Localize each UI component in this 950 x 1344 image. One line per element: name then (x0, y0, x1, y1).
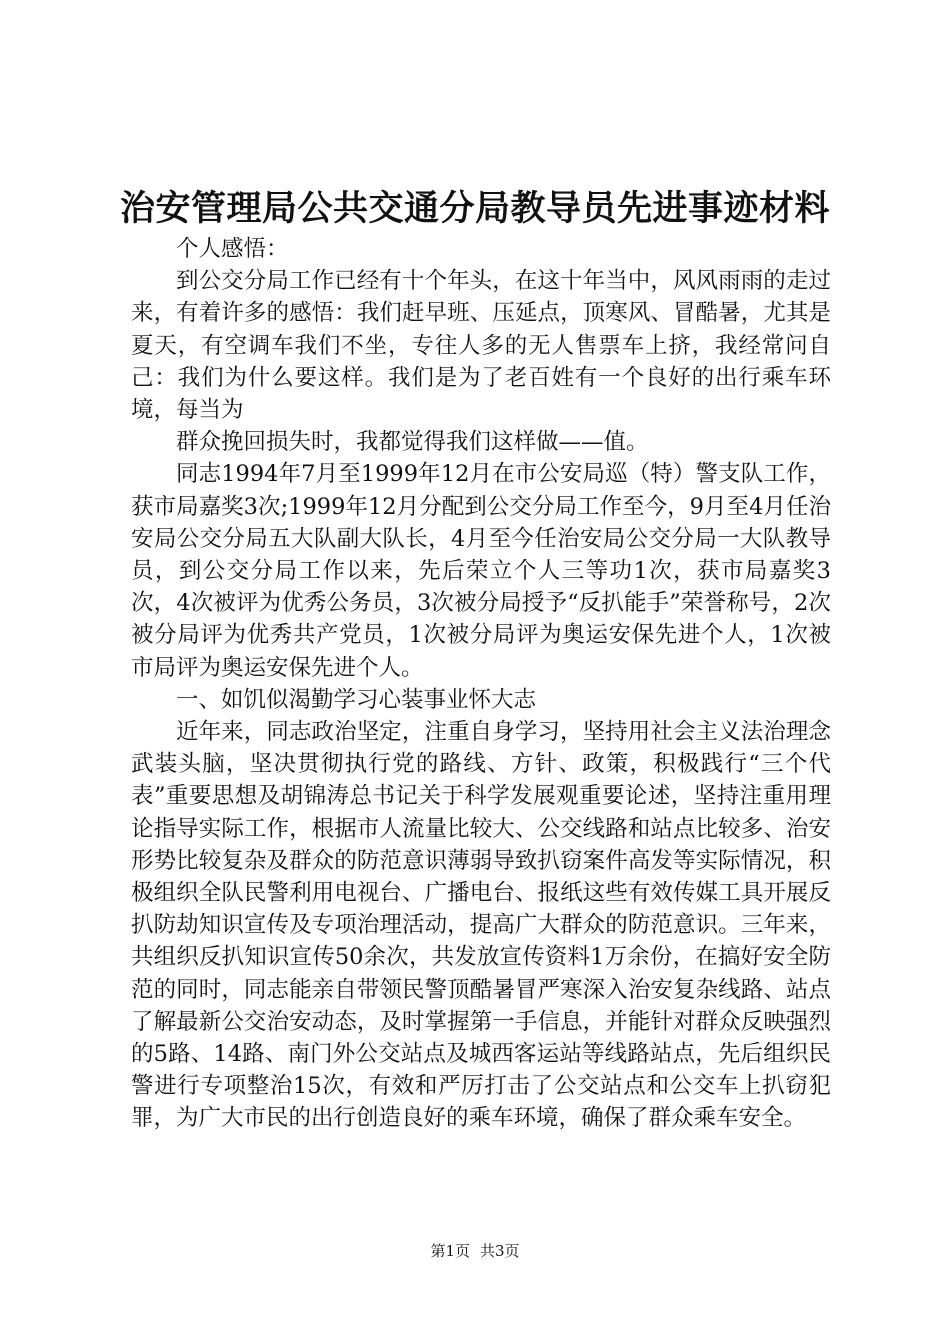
document-title: 治安管理局公共交通分局教导员先进事迹材料 (119, 188, 830, 229)
section-heading: 一、如饥似渴勤学习心装事业怀大志 (176, 686, 537, 713)
document-body (131, 233, 831, 1135)
paragraph: 同志1994年7月至1999年12月在市公安局巡（特）警支队工作，获市局嘉奖3次;1999年12月分配到公交分局工作至今，9月至4月任治安局公交分局五大队副大队长，4月至今任治安局公交分局一大队教导员，到公交分局工作以来，先后荣立个人三等功1次，获市局嘉奖3次，4次被评为优秀公务员，3次被分局授予“反扒能手”荣誉称号，2次被分局评为优秀共产党员，1次被分局评为奥运安保先进个人，1次被市局评为奥运安保先进个人。 (131, 461, 831, 681)
page-footer (0, 1240, 950, 1262)
paragraph-heading-personal: 个人感悟： (176, 236, 289, 262)
paragraph: 近年来，同志政治坚定，注重自身学习，坚持用社会主义法治理念武装头脑，坚决贯彻执行党的路线、方针、政策，积极践行“三个代表”重要思想及胡锦涛总书记关于科学发展观重要论述，坚持注重用理论指导实际工作，根据市人流量比较大、公交线路和站点比较多、治安形势比较复杂及群众的防范意识薄弱导致扒窃案件高发等实际情况，积极组织全队民警利用电视台、广播电台、报纸这些有效传媒工具开展反扒防劫知识宣传及专项治理活动，提高广大群众的防范意识。三年来，共组织反扒知识宣传50余次，共发放宣传资料1万余份，在搞好安全防范的同时，同志能亲自带领民警顶酷暑冒严寒深入治安复杂线路、站点了解最新公交治安动态，及时掌握第一手信息，并能针对群众反映强烈的5路、14路、南门外公交站点及城西客运站等线路站点，先后组织民警进行专项整治15次，有效和严厉打击了公交站点和公交车上扒窃犯罪，为广大市民的出行创造良好的乘车环境，确保了群众乘车安全。 (131, 719, 831, 1132)
page-number: 第1页 (430, 1242, 470, 1260)
paragraph: 群众挽回损失时，我都觉得我们这样做——值。 (176, 429, 649, 456)
page-total: 共3页 (480, 1242, 520, 1260)
paragraph: 到公交分局工作已经有十个年头，在这十年当中，风风雨雨的走过来，有着许多的感悟：我们赶早班、压延点，顶寒风、冒酷暑，尤其是夏天，有空调车我们不坐，专往人多的无人售票车上挤，我经常问自己：我们为什么要这样。我们是为了老百姓有一个良好的出行乘车环境，每当为 (131, 268, 831, 424)
